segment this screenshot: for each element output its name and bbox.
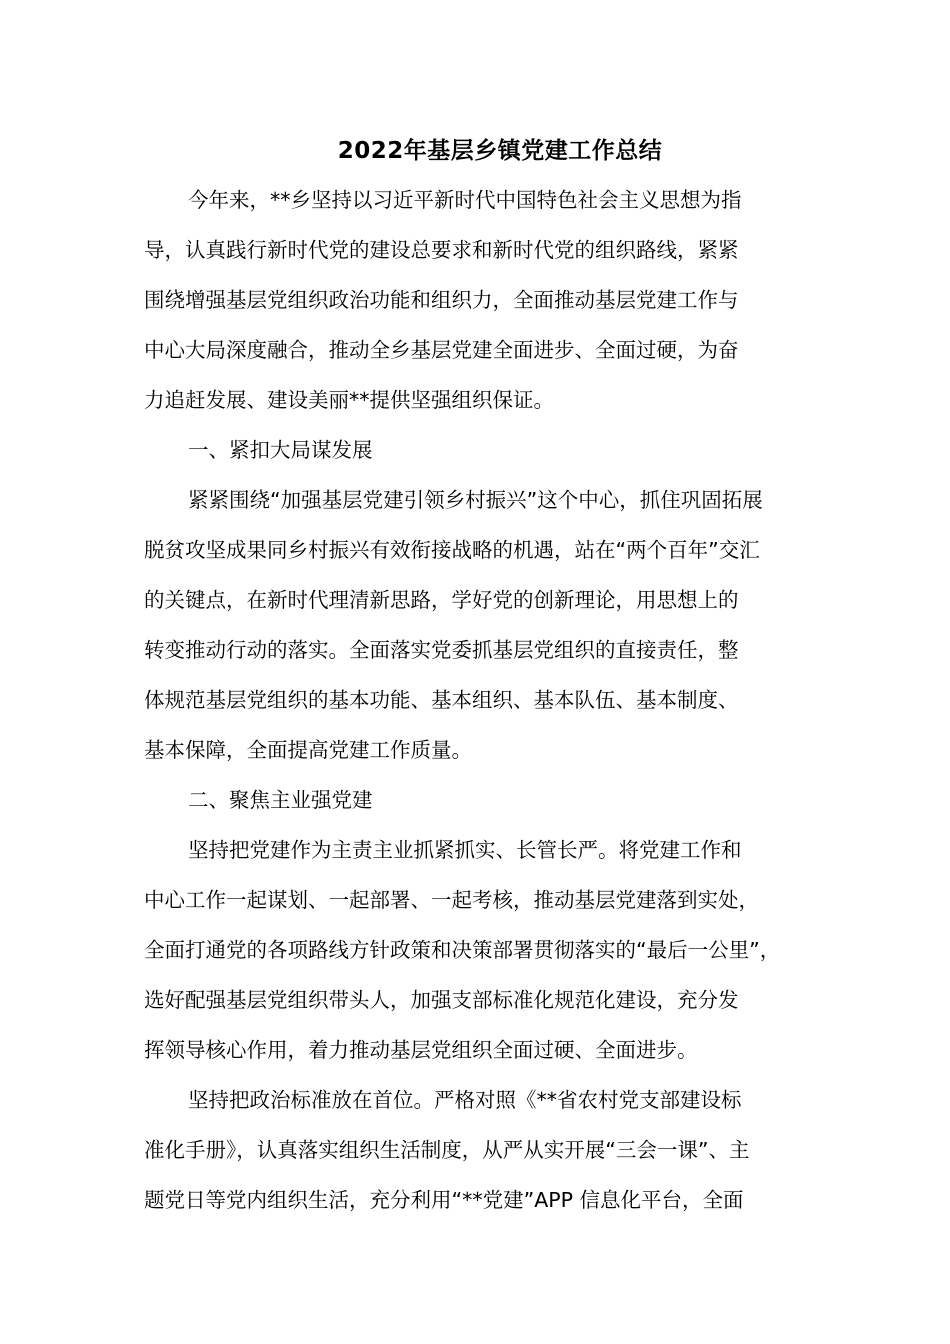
- text-line: 中心工作一起谋划、一起部署、一起考核，推动基层党建落到实处，: [144, 888, 759, 912]
- text-line: 体规范基层党组织的基本功能、基本组织、基本队伍、基本制度、: [144, 688, 739, 712]
- section-heading: 一、紧扣大局谋发展: [188, 438, 373, 462]
- text-line: 选好配强基层党组织带头人，加强支部标准化规范化建设，充分发: [144, 988, 739, 1012]
- text-line: 围绕增强基层党组织政治功能和组织力，全面推动基层党建工作与: [144, 288, 739, 312]
- section-heading: 二、聚焦主业强党建: [188, 788, 373, 812]
- text-line: 紧紧围绕“加强基层党建引领乡村振兴”这个中心，抓住巩固拓展: [188, 488, 763, 512]
- document-title: 2022年基层乡镇党建工作总结: [337, 138, 663, 164]
- text-line: 全面打通党的各项路线方针政策和决策部署贯彻落实的“最后一公里”，: [144, 938, 781, 962]
- text-line: 基本保障，全面提高党建工作质量。: [144, 738, 472, 762]
- text-line: 导，认真践行新时代党的建设总要求和新时代党的组织路线，紧紧: [144, 238, 739, 262]
- text-line: 题党日等党内组织生活，充分利用“**党建”APP 信息化平台，全面: [144, 1188, 744, 1212]
- text-line: 力追赶发展、建设美丽**提供坚强组织保证。: [144, 388, 554, 412]
- text-line: 的关键点，在新时代理清新思路，学好党的创新理论，用思想上的: [144, 588, 739, 612]
- document-body: [144, 182, 816, 1232]
- text-line: 坚持把党建作为主责主业抓紧抓实、长管长严。将党建工作和: [188, 838, 742, 862]
- text-line: 脱贫攻坚成果同乡村振兴有效衔接战略的机遇，站在“两个百年”交汇: [144, 538, 760, 562]
- text-line: 今年来，**乡坚持以习近平新时代中国特色社会主义思想为指: [188, 188, 742, 212]
- text-line: 转变推动行动的落实。全面落实党委抓基层党组织的直接责任，整: [144, 638, 739, 662]
- text-line: 坚持把政治标准放在首位。严格对照《**省农村党支部建设标: [188, 1088, 742, 1112]
- text-line: 挥领导核心作用，着力推动基层党组织全面过硬、全面进步。: [144, 1038, 698, 1062]
- text-line: 准化手册》，认真落实组织生活制度，从严从实开展“三会一课”、主: [144, 1138, 750, 1162]
- text-line: 中心大局深度融合，推动全乡基层党建全面进步、全面过硬，为奋: [144, 338, 739, 362]
